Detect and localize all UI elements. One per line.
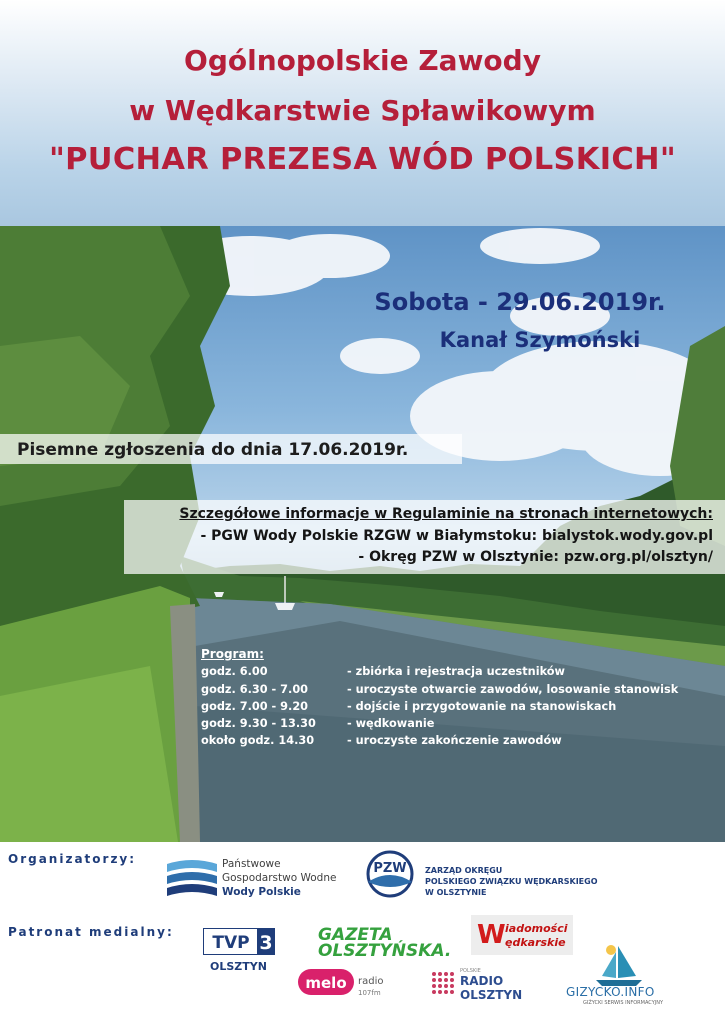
info-heading: Szczegółowe informacje w Regulaminie na stronach internetowych: — [179, 506, 713, 522]
wiadomosci-line1: iadomości — [505, 922, 568, 935]
program-heading: Program: — [201, 647, 264, 661]
tvp-region: OLSZTYN — [210, 960, 267, 973]
program-time: godz. 6.00 — [201, 665, 268, 678]
program-item — [201, 717, 434, 730]
gizycko-name: GIZYCKO.INFO — [566, 985, 655, 999]
tvp-logo-number: 3 — [259, 932, 273, 954]
melo-name: melo — [305, 974, 347, 992]
pgw-name-line1: Państwowe — [222, 858, 281, 870]
event-date: Sobota - 29.06.2019r. — [374, 288, 666, 316]
info-link-pgw[interactable]: - PGW Wody Polskie RZGW w Białymstoku: bialystok.wody.gov.pl — [200, 528, 713, 544]
pzw-name-line1: ZARZĄD OKRĘGU — [425, 866, 503, 875]
program-desc: - uroczyste otwarcie zawodów, losowanie stanowisk — [347, 683, 679, 696]
gazeta-logo-line2: OLSZTYŃSKA. — [318, 941, 452, 961]
registration-deadline: Pisemne zgłoszenia do dnia 17.06.2019r. — [17, 440, 409, 460]
poster-title-line1: Ogólnopolskie Zawody — [184, 44, 541, 77]
pzw-logo-text: PZW — [373, 861, 407, 876]
poster-title-line2: w Wędkarstwie Spławikowym — [129, 94, 596, 127]
program-item — [201, 734, 562, 747]
pzw-name-line2: POLSKIEGO ZWIĄZKU WĘDKARSKIEGO — [425, 877, 598, 886]
pgw-name-line2: Gospodarstwo Wodne — [222, 872, 337, 884]
melo-radio-logo — [298, 966, 390, 1000]
tvp3-logo — [203, 928, 275, 955]
gizycko-sub: GIŻYCKI SERWIS INFORMACYJNY — [582, 1000, 664, 1006]
program-item — [201, 665, 565, 678]
radio-olsztyn-small: POLSKIE — [460, 968, 481, 974]
program-time: godz. 9.30 - 13.30 — [201, 717, 316, 730]
info-link-pzw[interactable]: - Okręg PZW w Olsztynie: pzw.org.pl/olsztyn/ — [358, 549, 713, 565]
program-time: około godz. 14.30 — [201, 734, 315, 747]
pgw-name-line3: Wody Polskie — [222, 886, 301, 898]
melo-frequency: 107fm — [358, 989, 381, 997]
pzw-name-line3: W OLSZTYNIE — [425, 888, 487, 897]
program-time: godz. 6.30 - 7.00 — [201, 683, 309, 696]
wiadomosci-line2: ędkarskie — [505, 936, 566, 949]
event-place: Kanał Szymoński — [439, 328, 641, 352]
melo-suffix: radio — [358, 976, 384, 987]
organizers-label: Organizatorzy: — [8, 852, 137, 866]
program-item — [201, 683, 678, 696]
pzw-emblem-logo — [360, 848, 420, 906]
radio-olsztyn-line1: RADIO — [460, 974, 504, 988]
program-time: godz. 7.00 - 9.20 — [201, 700, 309, 713]
wiadomosci-wedkarskie-logo — [471, 915, 573, 955]
poster-title-line3: "PUCHAR PREZESA WÓD POLSKICH" — [48, 142, 677, 177]
svg-text:W: W — [477, 920, 506, 950]
program-desc: - dojście i przygotowanie na stanowiskach — [347, 700, 617, 713]
program-item — [201, 700, 616, 713]
tvp-logo-text: TVP — [212, 933, 250, 953]
program-desc: - uroczyste zakończenie zawodów — [347, 734, 562, 747]
gazeta-logo-line1: GAZETA — [318, 925, 393, 945]
program-desc: - zbiórka i rejestracja uczestników — [347, 665, 565, 678]
program-desc: - wędkowanie — [347, 717, 435, 730]
media-patrons-label: Patronat medialny: — [8, 925, 174, 939]
radio-olsztyn-line2: OLSZTYN — [460, 988, 523, 1002]
